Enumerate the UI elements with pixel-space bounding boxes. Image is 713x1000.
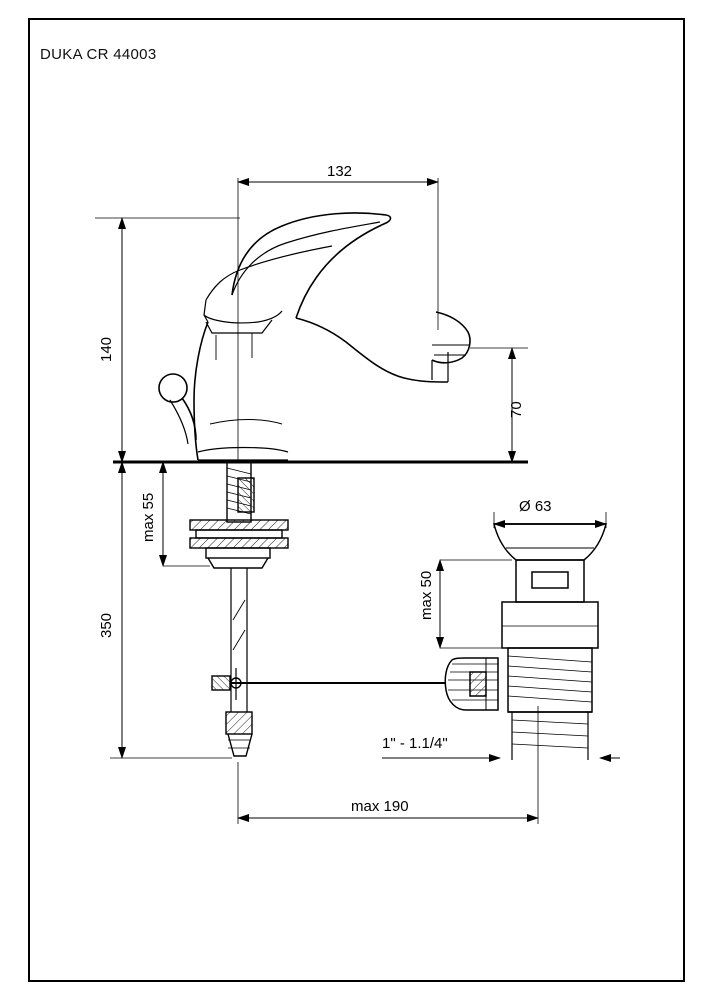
dimension-label-140: 140 <box>98 336 115 362</box>
page-title: DUKA CR 44003 <box>40 46 157 63</box>
dimension-label-max-190: max 190 <box>351 798 409 815</box>
dimension-label-70: 70 <box>508 401 525 418</box>
dimension-label-132: 132 <box>327 163 353 180</box>
dimension-label-max-55: max 55 <box>140 492 157 542</box>
waste-fitting <box>445 524 606 760</box>
dimension-label-max-50: max 50 <box>418 570 435 620</box>
dimension-label-350: 350 <box>98 612 115 638</box>
dimension-label-thread-size: 1" - 1.1/4" <box>382 735 448 752</box>
faucet-body <box>159 213 470 460</box>
dimension-label-diameter-63: Ø 63 <box>519 498 552 515</box>
tap-shank-assembly <box>190 462 288 756</box>
